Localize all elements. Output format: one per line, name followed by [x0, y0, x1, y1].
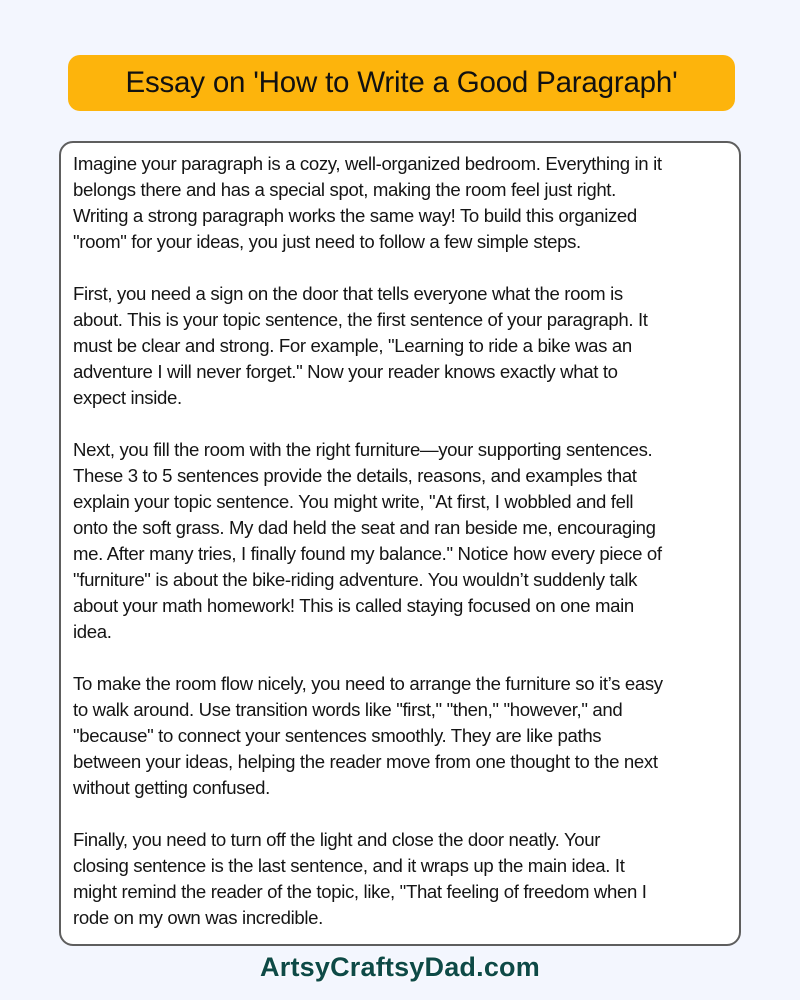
- essay-line: rode on my own was incredible.: [73, 907, 323, 928]
- essay-line: adventure I will never forget." Now your reader knows exactly what to: [73, 361, 618, 382]
- essay-line: Writing a strong paragraph works the same way! To build this organized: [73, 205, 637, 226]
- essay-box: [59, 141, 741, 946]
- footer-brand-watermark: ArtsyCraftsyDad.com: [260, 952, 540, 982]
- essay-paragraph-closing-sentence: [73, 827, 737, 931]
- essay-line: onto the soft grass. My dad held the seat and ran beside me, encouraging: [73, 517, 656, 538]
- essay-line: about your math homework! This is called staying focused on one main: [73, 595, 634, 616]
- essay-paragraph-topic-sentence: [73, 281, 737, 411]
- essay-line: To make the room flow nicely, you need to arrange the furniture so it’s easy: [73, 673, 663, 694]
- essay-line: belongs there and has a special spot, making the room feel just right.: [73, 179, 616, 200]
- essay-line: explain your topic sentence. You might write, "At first, I wobbled and fell: [73, 491, 634, 512]
- essay-paragraph-intro: [73, 151, 737, 255]
- essay-line: about. This is your topic sentence, the first sentence of your paragraph. It: [73, 309, 648, 330]
- essay-line: These 3 to 5 sentences provide the details, reasons, and examples that: [73, 465, 637, 486]
- essay-body: [73, 151, 737, 957]
- essay-line: "room" for your ideas, you just need to follow a few simple steps.: [73, 231, 581, 252]
- essay-line: to walk around. Use transition words like "first," "then," "however," and: [73, 699, 623, 720]
- essay-line: me. After many tries, I finally found my balance." Notice how every piece of: [73, 543, 662, 564]
- essay-line: Finally, you need to turn off the light and close the door neatly. Your: [73, 829, 601, 850]
- essay-line: "furniture" is about the bike-riding adventure. You wouldn’t suddenly talk: [73, 569, 638, 590]
- title-banner: [68, 55, 735, 111]
- essay-line: First, you need a sign on the door that tells everyone what the room is: [73, 283, 623, 304]
- essay-line: "because" to connect your sentences smoothly. They are like paths: [73, 725, 602, 746]
- page-title: Essay on 'How to Write a Good Paragraph': [125, 66, 678, 99]
- essay-line: expect inside.: [73, 387, 182, 408]
- essay-line: Imagine your paragraph is a cozy, well-organized bedroom. Everything in it: [73, 153, 662, 174]
- essay-line: idea.: [73, 621, 112, 642]
- essay-line: closing sentence is the last sentence, and it wraps up the main idea. It: [73, 855, 625, 876]
- essay-line: without getting confused.: [73, 777, 270, 798]
- essay-line: might remind the reader of the topic, like, "That feeling of freedom when I: [73, 881, 647, 902]
- essay-line: must be clear and strong. For example, "Learning to ride a bike was an: [73, 335, 632, 356]
- essay-paragraph-transitions: [73, 671, 737, 801]
- essay-paragraph-supporting-sentences: [73, 437, 737, 645]
- essay-line: Next, you fill the room with the right furniture—your supporting sentences.: [73, 439, 653, 460]
- essay-line: between your ideas, helping the reader move from one thought to the next: [73, 751, 658, 772]
